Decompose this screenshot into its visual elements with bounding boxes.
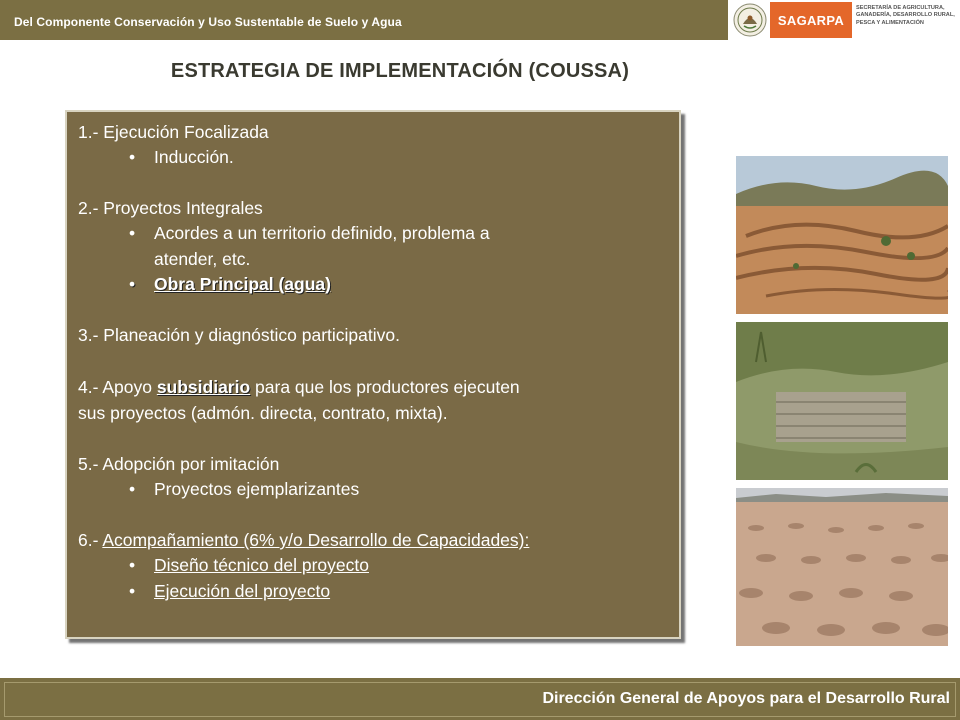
secretaria-label: SECRETARÍA DE AGRICULTURA, GANADERÍA, DESARROLLO RURAL, PESCA Y ALIMENTACIÓN <box>856 5 955 26</box>
section-6-bullet-2: Ejecución del proyecto <box>154 581 331 601</box>
photo-terraced-hillside <box>736 156 948 314</box>
bullet-icon: • <box>129 223 136 243</box>
subsidiario-term: subsidiario <box>156 377 251 397</box>
section-2-bullet-2: Obra Principal (agua) <box>154 274 331 294</box>
acompanamiento-term: Acompañamiento (6% y/o Desarrollo de Capacidades): <box>102 530 530 550</box>
section-5-heading: 5.- Adopción por imitación <box>78 454 280 474</box>
section-1-bullet-1: Inducción. <box>154 147 234 167</box>
section-6-bullet-1: Diseño técnico del proyecto <box>154 555 369 575</box>
bullet-icon: • <box>129 479 136 499</box>
page-title: ESTRATEGIA DE IMPLEMENTACIÓN (COUSSA) <box>170 60 630 82</box>
section-2-bullet-1-line-1: Acordes a un territorio definido, problema a <box>154 223 490 243</box>
bullet-icon: • <box>129 147 136 167</box>
section-6-heading: 6.- Acompañamiento (6% y/o Desarrollo de Capacidades): <box>78 530 530 550</box>
section-3-heading: 3.- Planeación y diagnóstico participativo. <box>78 325 400 345</box>
mexico-seal-icon <box>732 2 768 38</box>
section-5-bullet-1: Proyectos ejemplarizantes <box>154 479 360 499</box>
section-1-heading: 1.- Ejecución Focalizada <box>78 122 269 142</box>
footer-text: Dirección General de Apoyos para el Desarrollo Rural <box>542 690 950 707</box>
bullet-icon: • <box>129 274 136 294</box>
section-4-line-2: sus proyectos (admón. directa, contrato, mixta). <box>78 403 448 423</box>
bullet-icon: • <box>129 555 136 575</box>
photo-field-trenches <box>736 488 948 646</box>
sagarpa-logo-block <box>728 0 960 40</box>
program-text: Del Componente Conservación y Uso Sustentable de Suelo y Agua <box>14 15 402 29</box>
sagarpa-logo: SAGARPA <box>770 2 852 38</box>
photo-gabion-dam <box>736 322 948 480</box>
header-bar <box>0 0 728 40</box>
footer-bar <box>0 678 960 720</box>
bullet-icon: • <box>129 581 136 601</box>
section-2-heading: 2.- Proyectos Integrales <box>78 198 263 218</box>
section-4-line-1: 4.- Apoyo subsidiario para que los productores ejecuten <box>78 377 520 397</box>
section-2-bullet-1-line-2: atender, etc. <box>154 249 251 269</box>
strategy-panel <box>65 110 681 639</box>
